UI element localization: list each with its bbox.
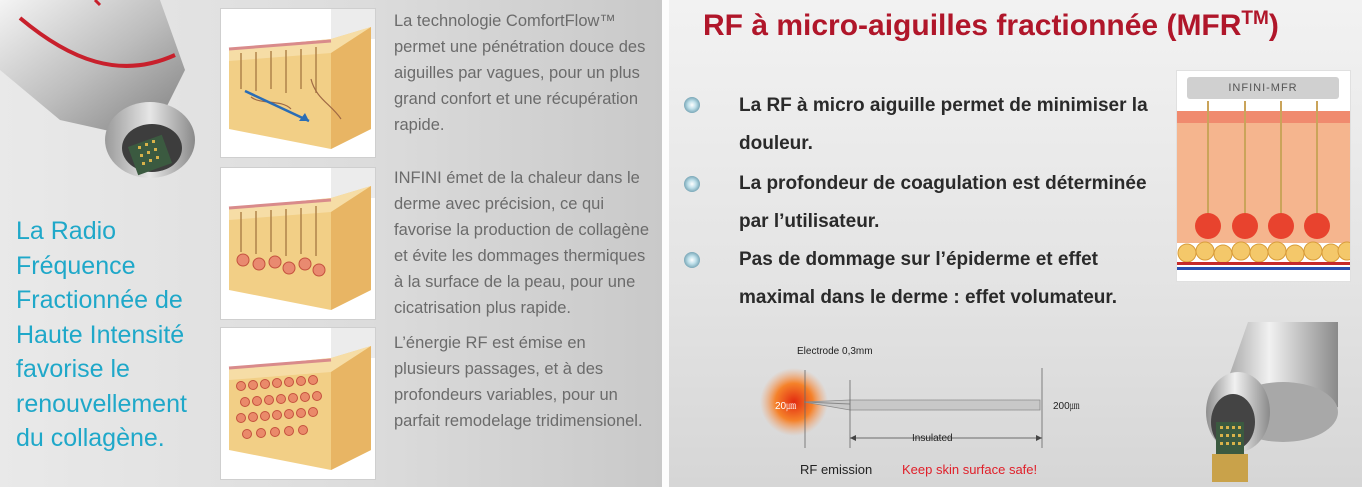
bullet-icon: [684, 176, 700, 192]
headline-line: Fréquence: [16, 251, 136, 280]
headline: [16, 214, 216, 456]
left-panel: [0, 0, 662, 487]
tip-depth-label: 20㎛: [775, 401, 797, 412]
infini-mfr-illustration: [1176, 70, 1351, 282]
step-2-text: INFINI émet de la chaleur dans le derme avec précision, ce qui favorise la production de collagène et évite les dommages thermiques à la surface de la peau, pour une cicatrisation plus rapide.: [394, 169, 650, 317]
infini-mfr-label: INFINI-MFR: [1187, 77, 1339, 99]
depth-label: 200㎛: [1053, 401, 1080, 412]
bullet-3-text: Pas de dommage sur l’épiderme et effet maximal dans le derme : effet volumateur.: [739, 249, 1118, 308]
step-1-text: La technologie ComfortFlow™ permet une pénétration douce des aiguilles par vagues, pour un plus grand confort et une récupération rapide.: [394, 12, 646, 134]
slide-title: [703, 8, 1279, 43]
bullet-icon: [684, 252, 700, 268]
insulated-label: Insulated: [912, 433, 953, 444]
title-end: ): [1268, 9, 1279, 42]
headline-line: favorise le: [16, 355, 130, 383]
bullet-icon: [684, 97, 700, 113]
warning-label: Keep skin surface safe!: [902, 462, 1038, 477]
headline-line: renouvellement: [16, 389, 187, 418]
handpiece-illustration: [0, 0, 210, 190]
title-text: RF à micro-aiguilles fractionnée (MFR: [703, 9, 1242, 42]
rf-emission-label: RF emission: [800, 462, 873, 477]
panel-divider: [662, 0, 669, 487]
handpiece-tip-illustration: [1188, 322, 1338, 487]
skin-tile-heat: [220, 167, 376, 320]
headline-line: Haute Intensité: [16, 320, 185, 349]
headline-line: La Radio: [16, 217, 117, 245]
headline-line: Fractionnée de: [16, 286, 183, 314]
skin-tile-remodel: [220, 327, 376, 480]
bullet-2-text: La profondeur de coagulation est déterminée par l’utilisateur.: [739, 173, 1147, 232]
bullet-1-text: La RF à micro aiguille permet de minimiser la douleur.: [739, 95, 1148, 154]
step-3-text: L’énergie RF est émise en plusieurs passages, et à des profondeurs variables, pour un parfait remodelage tridimensionel.: [394, 334, 643, 430]
skin-tile-needles-flow: [220, 8, 376, 158]
title-trademark: TM: [1241, 8, 1269, 29]
electrode-label: Electrode 0,3mm: [797, 346, 873, 357]
headline-line: du collagène.: [16, 424, 165, 452]
